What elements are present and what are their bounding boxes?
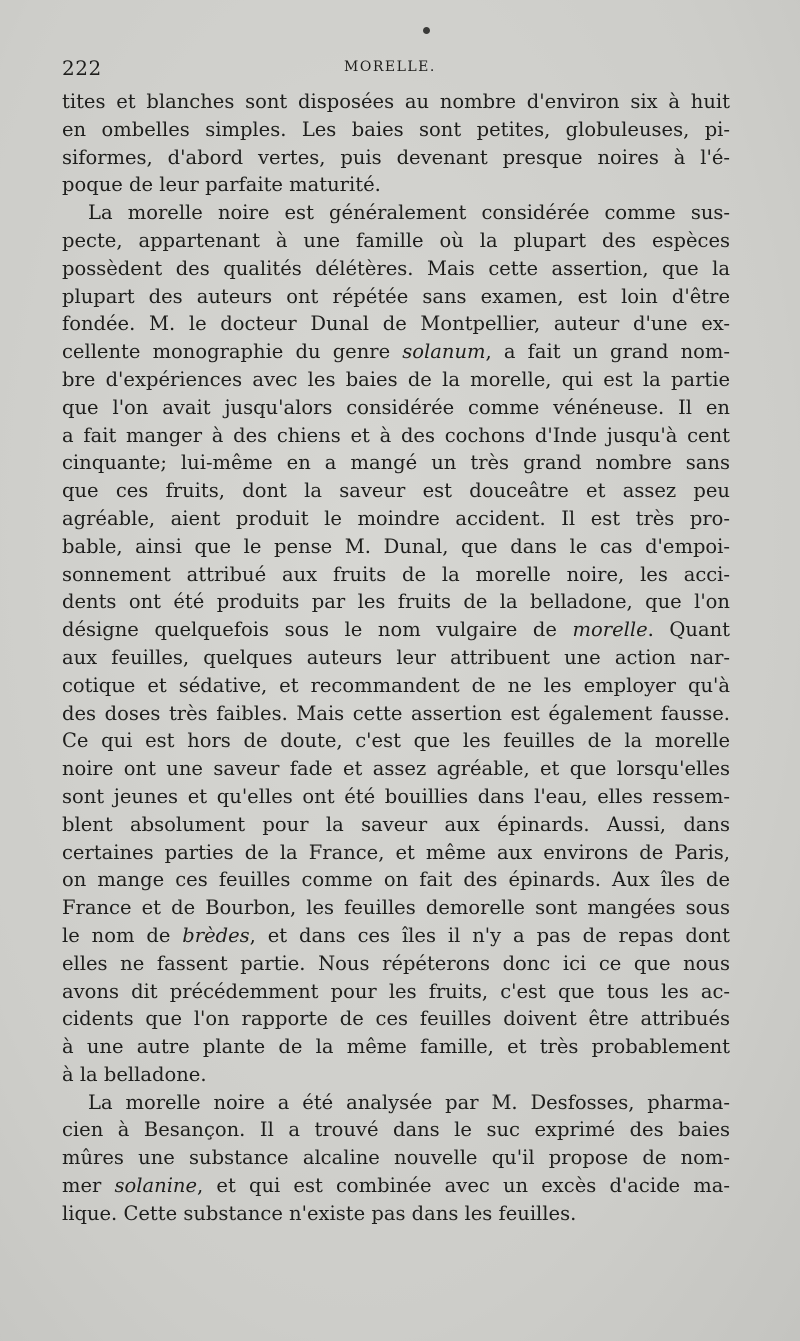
text-line: sont jeunes et qu'elles ont été bouillies dans l'eau, elles ressem- <box>62 784 730 808</box>
text-line: que l'on avait jusqu'alors considérée comme vénéneuse. Il en <box>62 395 730 419</box>
text-line: France et de Bourbon, les feuilles demorelle sont mangées sous <box>62 896 730 920</box>
text-segment: , a fait un grand nom- <box>485 340 730 364</box>
text-line: sonnement attribué aux fruits de la morelle noire, les acci- <box>62 562 730 586</box>
text-line: tites et blanches sont disposées au nombre d'environ six à huit <box>62 90 730 113</box>
text-line: aux feuilles, quelques auteurs leur attribuent une action nar- <box>62 645 730 669</box>
text-line: cinquante; lui-même en a mangé un très grand nombre sans <box>62 451 730 475</box>
text-line: fondée. M. le docteur Dunal de Montpellier, auteur d'une ex- <box>62 312 730 336</box>
text-line: pecte, appartenant à une famille où la plupart des espèces <box>62 228 730 252</box>
text-line: agréable, aient produit le moindre accident. Il est très pro- <box>62 506 730 530</box>
text-line: lique. Cette substance n'existe pas dans les feuilles. <box>62 1201 577 1225</box>
body-text <box>62 88 730 1228</box>
text-line: bable, ainsi que le pense M. Dunal, que dans le cas d'empoi- <box>62 534 730 558</box>
text-line: on mange ces feuilles comme on fait des épinards. Aux îles de <box>62 868 730 892</box>
text-line: poque de leur parfaite maturité. <box>62 173 381 197</box>
text-line <box>62 338 730 366</box>
text-line: a fait manger à des chiens et à des cochons d'Inde jusqu'à cent <box>62 423 730 447</box>
text-line: La morelle noire est généralement considérée comme sus- <box>88 201 730 225</box>
text-segment: . Quant <box>647 618 730 642</box>
text-line: mûres une substance alcaline nouvelle qu'il propose de nom- <box>62 1146 730 1170</box>
text-line: blent absolument pour la saveur aux épinards. Aussi, dans <box>62 812 730 836</box>
text-line: à une autre plante de la même famille, et très probablement <box>62 1035 730 1059</box>
text-line: des doses très faibles. Mais cette assertion est également fausse. <box>62 701 730 725</box>
text-line: dents ont été produits par les fruits de la belladone, que l'on <box>62 590 730 614</box>
text-line: La morelle noire a été analysée par M. Desfosses, pharma- <box>88 1090 730 1114</box>
running-head: MORELLE. <box>344 59 436 75</box>
text-line <box>62 1172 730 1200</box>
text-line: en ombelles simples. Les baies sont petites, globuleuses, pi- <box>62 117 730 141</box>
text-line: bre d'expériences avec les baies de la morelle, qui est la partie <box>62 367 730 391</box>
paragraph <box>62 199 730 1089</box>
italic-term: brèdes <box>182 923 250 947</box>
text-segment: le nom de <box>62 923 183 947</box>
italic-term: solanine <box>114 1174 198 1198</box>
text-segment: désigne quelquefois sous le nom vulgaire de <box>62 618 573 642</box>
text-line: cotique et sédative, et recommandent de ne les employer qu'à <box>62 673 730 697</box>
italic-term: morelle <box>572 618 648 642</box>
text-line: elles ne fassent partie. Nous répéterons donc ici ce que nous <box>62 951 730 975</box>
text-line: possèdent des qualités délétères. Mais cette assertion, que la <box>62 256 730 280</box>
text-line: plupart des auteurs ont répétée sans examen, est loin d'être <box>62 284 730 308</box>
paragraph <box>62 88 730 199</box>
page-header <box>62 56 730 86</box>
text-line: siformes, d'abord vertes, puis devenant presque noires à l'é- <box>62 145 730 169</box>
text-line: que ces fruits, dont la saveur est douceâtre et assez peu <box>62 479 730 503</box>
text-line: noire ont une saveur fade et assez agréable, et que lorsqu'elles <box>62 757 730 781</box>
ink-dot <box>423 27 430 34</box>
text-segment: cellente monographie du genre <box>62 340 403 364</box>
page-number: 222 <box>62 56 102 80</box>
text-line <box>62 922 730 950</box>
italic-term: solanum <box>402 340 486 364</box>
text-line: à la belladone. <box>62 1062 207 1086</box>
text-line: certaines parties de la France, et même aux environs de Paris, <box>62 840 730 864</box>
paragraph <box>62 1089 730 1228</box>
text-line: cidents que l'on rapporte de ces feuilles doivent être attribués <box>62 1007 730 1031</box>
text-segment: , et dans ces îles il n'y a pas de repas dont <box>249 923 730 947</box>
text-line <box>62 616 730 644</box>
text-line: cien à Besançon. Il a trouvé dans le suc exprimé des baies <box>62 1118 730 1142</box>
text-segment: mer <box>62 1174 115 1198</box>
text-line: Ce qui est hors de doute, c'est que les feuilles de la morelle <box>62 729 730 753</box>
text-segment: , et qui est combinée avec un excès d'acide ma- <box>197 1174 730 1198</box>
text-line: avons dit précédemment pour les fruits, c'est que tous les ac- <box>62 979 730 1003</box>
